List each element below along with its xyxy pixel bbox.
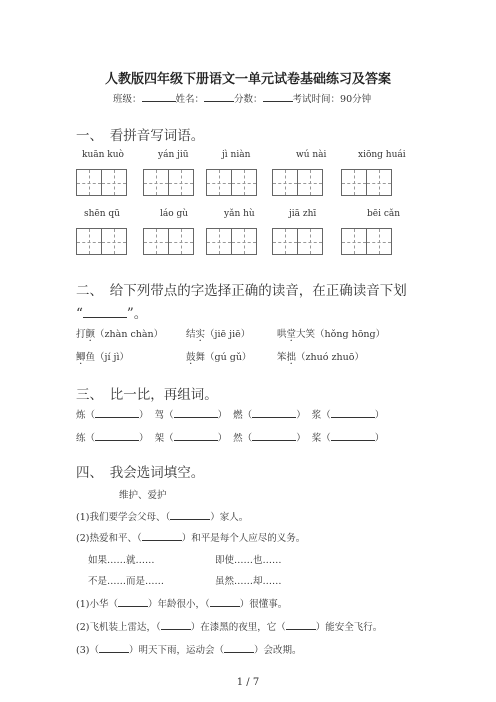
reading-item-3[interactable]: 哄堂大笑（hǒng hōng）: [277, 329, 386, 340]
pinyin-2: yán jiū: [158, 150, 189, 160]
answer-blank[interactable]: [286, 620, 316, 630]
answer-blank[interactable]: [252, 431, 296, 441]
page-title: 人教版四年级下册语文一单元试卷基础练习及答案: [104, 72, 391, 87]
student-info-line: [113, 91, 371, 105]
answer-blank[interactable]: [331, 408, 375, 418]
answer-blank[interactable]: [252, 408, 296, 418]
pinyin-7: láo gù: [160, 209, 189, 219]
reading-item-2[interactable]: 结实（jiē jiē）: [186, 329, 251, 340]
fill-q3: (1)小华（ ）年龄很小，（ ）很懂事。: [76, 599, 288, 610]
answer-blank[interactable]: [118, 597, 148, 607]
write-box-5[interactable]: [342, 169, 392, 196]
name-blank[interactable]: [204, 92, 234, 102]
compare-row-2: 练（ ） 架（ ） 然（ ） 桨（ ）: [76, 433, 385, 444]
answer-blank[interactable]: [161, 620, 191, 630]
answer-blank[interactable]: [170, 510, 210, 520]
section4-heading: 四、 我会选词填空。: [76, 465, 205, 481]
pinyin-5: xiōng huái: [358, 150, 406, 160]
write-box-8[interactable]: [207, 228, 257, 255]
reading-item-4[interactable]: 鲫鱼（jí jì）: [76, 352, 130, 363]
write-box-6[interactable]: [77, 228, 127, 255]
reading-item-6[interactable]: 笨拙（zhuó zhuō）: [277, 352, 364, 363]
underline-sample: [83, 308, 127, 318]
class-label: 班级：: [113, 94, 142, 105]
answer-blank[interactable]: [95, 408, 139, 418]
fill-q4: (2)飞机装上雷达，（ ）在漆黑的夜里，它（ ）能安全飞行。: [76, 622, 383, 633]
pinyin-4: wú nài: [296, 150, 327, 160]
pinyin-10: bēi cǎn: [367, 209, 401, 219]
page-number: 1 / 7: [236, 677, 260, 688]
answer-blank[interactable]: [174, 431, 218, 441]
pinyin-3: jì niàn: [222, 150, 251, 160]
score-label: 分数：: [234, 94, 263, 105]
time-label: 考试时间：90分钟: [292, 94, 372, 105]
answer-blank[interactable]: [224, 643, 254, 653]
write-box-10[interactable]: [342, 228, 392, 255]
conj-choice-b: 即使……也……: [215, 555, 282, 566]
fill-q2: (2)热爱和平、（ ）和平是每个人应尽的义务。: [76, 533, 306, 544]
section3-heading: 三、 比一比，再组词。: [76, 387, 218, 403]
reading-item-5[interactable]: 鼓舞（gú gǔ）: [186, 352, 252, 363]
write-box-1[interactable]: [77, 169, 127, 196]
answer-blank[interactable]: [331, 431, 375, 441]
class-blank[interactable]: [142, 92, 176, 102]
answer-blank[interactable]: [210, 597, 240, 607]
answer-blank[interactable]: [142, 531, 182, 541]
conj-choice-c: 不是……而是……: [88, 576, 165, 587]
compare-row-1: 炼（ ） 驾（ ） 燃（ ） 浆（ ）: [76, 410, 385, 421]
name-label: 姓名：: [175, 94, 205, 105]
fill-q5: (3)（ ）明天下雨，运动会（ ）会改期。: [76, 645, 302, 656]
answer-blank[interactable]: [99, 643, 129, 653]
conj-choice-d: 虽然……却……: [215, 576, 282, 587]
reading-item-1[interactable]: 打颤（zhàn chàn）: [76, 329, 164, 340]
section2-heading: 二、 给下列带点的字选择正确的读音，在正确读音下划: [76, 283, 407, 299]
pinyin-1: kuān kuò: [82, 150, 124, 160]
write-box-2[interactable]: [144, 169, 194, 196]
pinyin-8: yǎn hù: [224, 209, 255, 219]
answer-blank[interactable]: [174, 408, 218, 418]
word-choice-1: 维护、爱护: [119, 490, 167, 501]
fill-q1: (1)我们要学会父母、（ ）家人。: [76, 512, 249, 523]
section1-heading: 一、 看拼音写词语。: [76, 128, 205, 144]
answer-blank[interactable]: [95, 431, 139, 441]
write-box-9[interactable]: [273, 228, 323, 255]
score-blank[interactable]: [263, 92, 293, 102]
write-box-3[interactable]: [207, 169, 257, 196]
write-box-7[interactable]: [144, 228, 194, 255]
pinyin-6: shēn qū: [84, 209, 120, 219]
section2-heading-cont: “ ”。: [76, 306, 148, 322]
write-box-4[interactable]: [273, 169, 323, 196]
conj-choice-a: 如果……就……: [88, 555, 155, 566]
pinyin-9: jiā zhī: [289, 209, 317, 219]
